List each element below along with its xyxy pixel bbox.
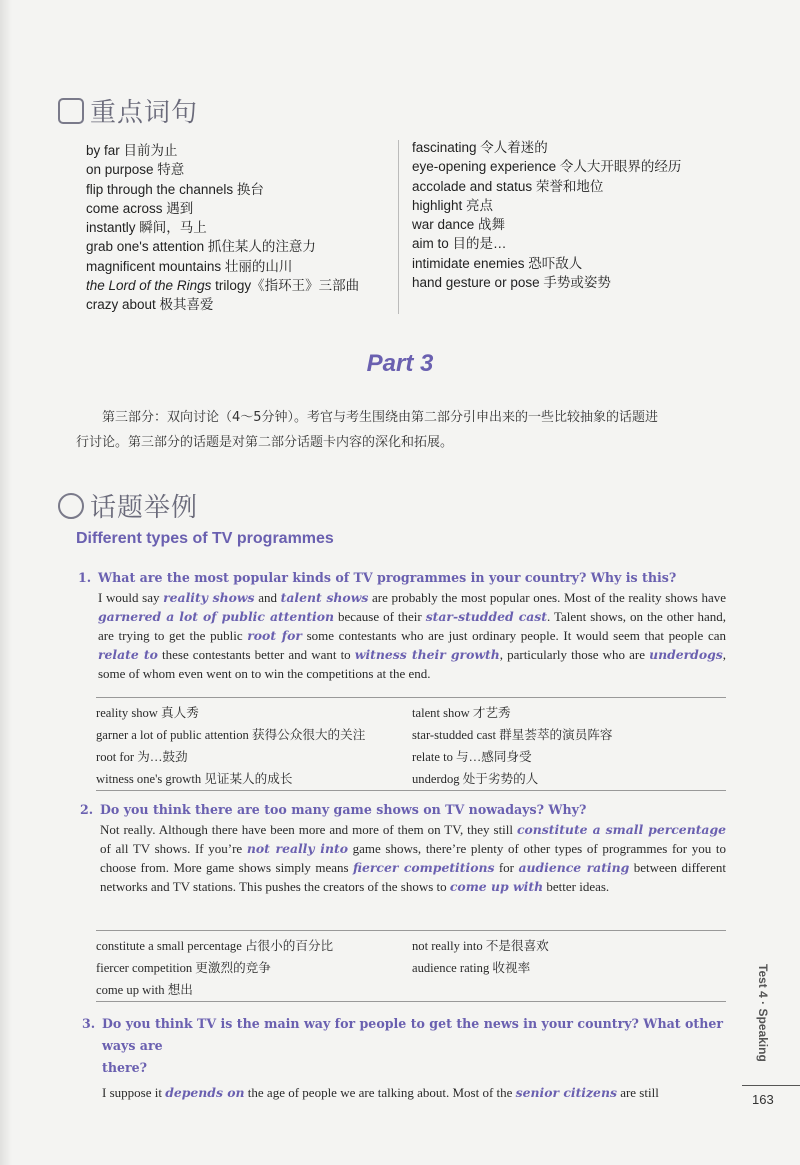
vocab-row: root for 为…鼓劲 relate to 与…感同身受 bbox=[96, 749, 532, 764]
vocab-item: flip through the channels 换台 bbox=[86, 181, 264, 197]
question-3-block bbox=[82, 1013, 728, 1102]
question-number: 3. bbox=[82, 1016, 96, 1031]
vocab-item: grab one's attention 抓住某人的注意力 bbox=[86, 239, 316, 255]
part-intro-line-1: 第三部分：双向讨论（4～5分钟）。考官与考生围绕由第二部分引申出来的一些比较抽象的话题进 bbox=[102, 410, 659, 425]
vocab-right-column bbox=[412, 138, 732, 292]
vocab-row: constitute a small percentage 占很小的百分比 not really into 不是很喜欢 bbox=[96, 938, 549, 953]
side-tab: Test 4 · Speaking bbox=[756, 964, 770, 1062]
answer-2: Not really. Although there have been more and more of them on TV, they still constitute a small percentage of all TV shows. If you’re not really into game shows, there’re plenty of other types of programmes for you to choose from. More game shows simply means fiercer competitions for audience rating between different networks and TV stations. This pushes the creators of the shows to come up with better ideas. bbox=[100, 822, 726, 894]
column-divider bbox=[398, 140, 399, 314]
vocab-item: aim to 目的是… bbox=[412, 236, 507, 252]
key-words-heading: 重点词句 bbox=[58, 92, 198, 129]
vocab-item: eye-opening experience 令人大开眼界的经历 bbox=[412, 159, 682, 175]
vocab-table-2 bbox=[96, 930, 726, 1002]
vocab-row: reality show 真人秀 talent show 才艺秀 bbox=[96, 705, 511, 720]
vocab-item: highlight 亮点 bbox=[412, 197, 494, 213]
question-2-block bbox=[80, 802, 726, 896]
vocab-item: instantly 瞬间，马上 bbox=[86, 220, 207, 236]
vocab-row: come up with 想出 bbox=[96, 982, 193, 997]
topic-subheading: Different types of TV programmes bbox=[76, 530, 334, 547]
vocab-item: accolade and status 荣誉和地位 bbox=[412, 178, 604, 194]
vocab-row: fiercer competition 更激烈的竞争 audience rating 收视率 bbox=[96, 960, 531, 975]
vocab-item: hand gesture or pose 手势或姿势 bbox=[412, 275, 611, 291]
vocab-row: witness one's growth 见证某人的成长 underdog 处于劣势的人 bbox=[96, 771, 539, 786]
answer-3: I suppose it depends on the age of people we are talking about. Most of the senior citizens are still bbox=[102, 1085, 659, 1100]
vocab-item: come across 遇到 bbox=[86, 200, 194, 216]
magnifier-icon bbox=[58, 493, 84, 519]
part-title: Part 3 bbox=[366, 350, 434, 377]
vocab-row: garner a lot of public attention 获得公众很大的关注 star-studded cast 群星荟萃的演员阵容 bbox=[96, 727, 613, 742]
vocab-item: intimidate enemies 恐吓敌人 bbox=[412, 255, 583, 271]
question-1: 1. What are the most popular kinds of TV programmes in your country? Why is this? bbox=[78, 570, 677, 585]
question-number: 2. bbox=[80, 802, 94, 817]
book-icon bbox=[58, 98, 84, 124]
question-1-block bbox=[78, 570, 727, 683]
answer-1: I would say reality shows and talent shows are probably the most popular ones. Most of the reality shows have garnered a lot of public attention because of their star-studded cast. Talent shows, on the other hand, are trying to get the public root for some contestants who are just ordinary people. It would seem that people can relate to these contestants better and want to witness their growth, particularly those who are underdogs, some of whom even went on to win the competitions at the end. bbox=[98, 590, 727, 681]
part-intro bbox=[76, 405, 736, 455]
page-number: 163 bbox=[752, 1092, 774, 1107]
page-number-rule bbox=[742, 1085, 800, 1086]
vocab-item-lotr: the Lord of the Rings trilogy《指环王》三部曲 bbox=[86, 278, 360, 294]
vocab-item: fascinating 令人着迷的 bbox=[412, 140, 548, 155]
question-3: 3. Do you think TV is the main way for people to get the news in your country? What other ways are there? bbox=[102, 1013, 728, 1079]
vocab-left-column bbox=[86, 141, 386, 315]
question-number: 1. bbox=[78, 570, 92, 585]
vocab-item: by far 目前为止 bbox=[86, 143, 178, 158]
vocab-item: war dance 战舞 bbox=[412, 217, 506, 233]
vocab-item: crazy about 极其喜爱 bbox=[86, 297, 214, 313]
topics-heading: 话题举例 bbox=[58, 487, 198, 524]
part-intro-line-2: 行讨论。第三部分的话题是对第二部分话题卡内容的深化和拓展。 bbox=[76, 435, 454, 450]
vocab-item: magnificent mountains 壮丽的山川 bbox=[86, 258, 293, 274]
lotr-title: the Lord of the Rings bbox=[86, 278, 212, 294]
page-edge-shade bbox=[0, 0, 12, 1165]
vocab-item: on purpose 特意 bbox=[86, 162, 185, 178]
vocab-table-1 bbox=[96, 697, 726, 791]
question-2: 2. Do you think there are too many game shows on TV nowadays? Why? bbox=[80, 802, 587, 817]
